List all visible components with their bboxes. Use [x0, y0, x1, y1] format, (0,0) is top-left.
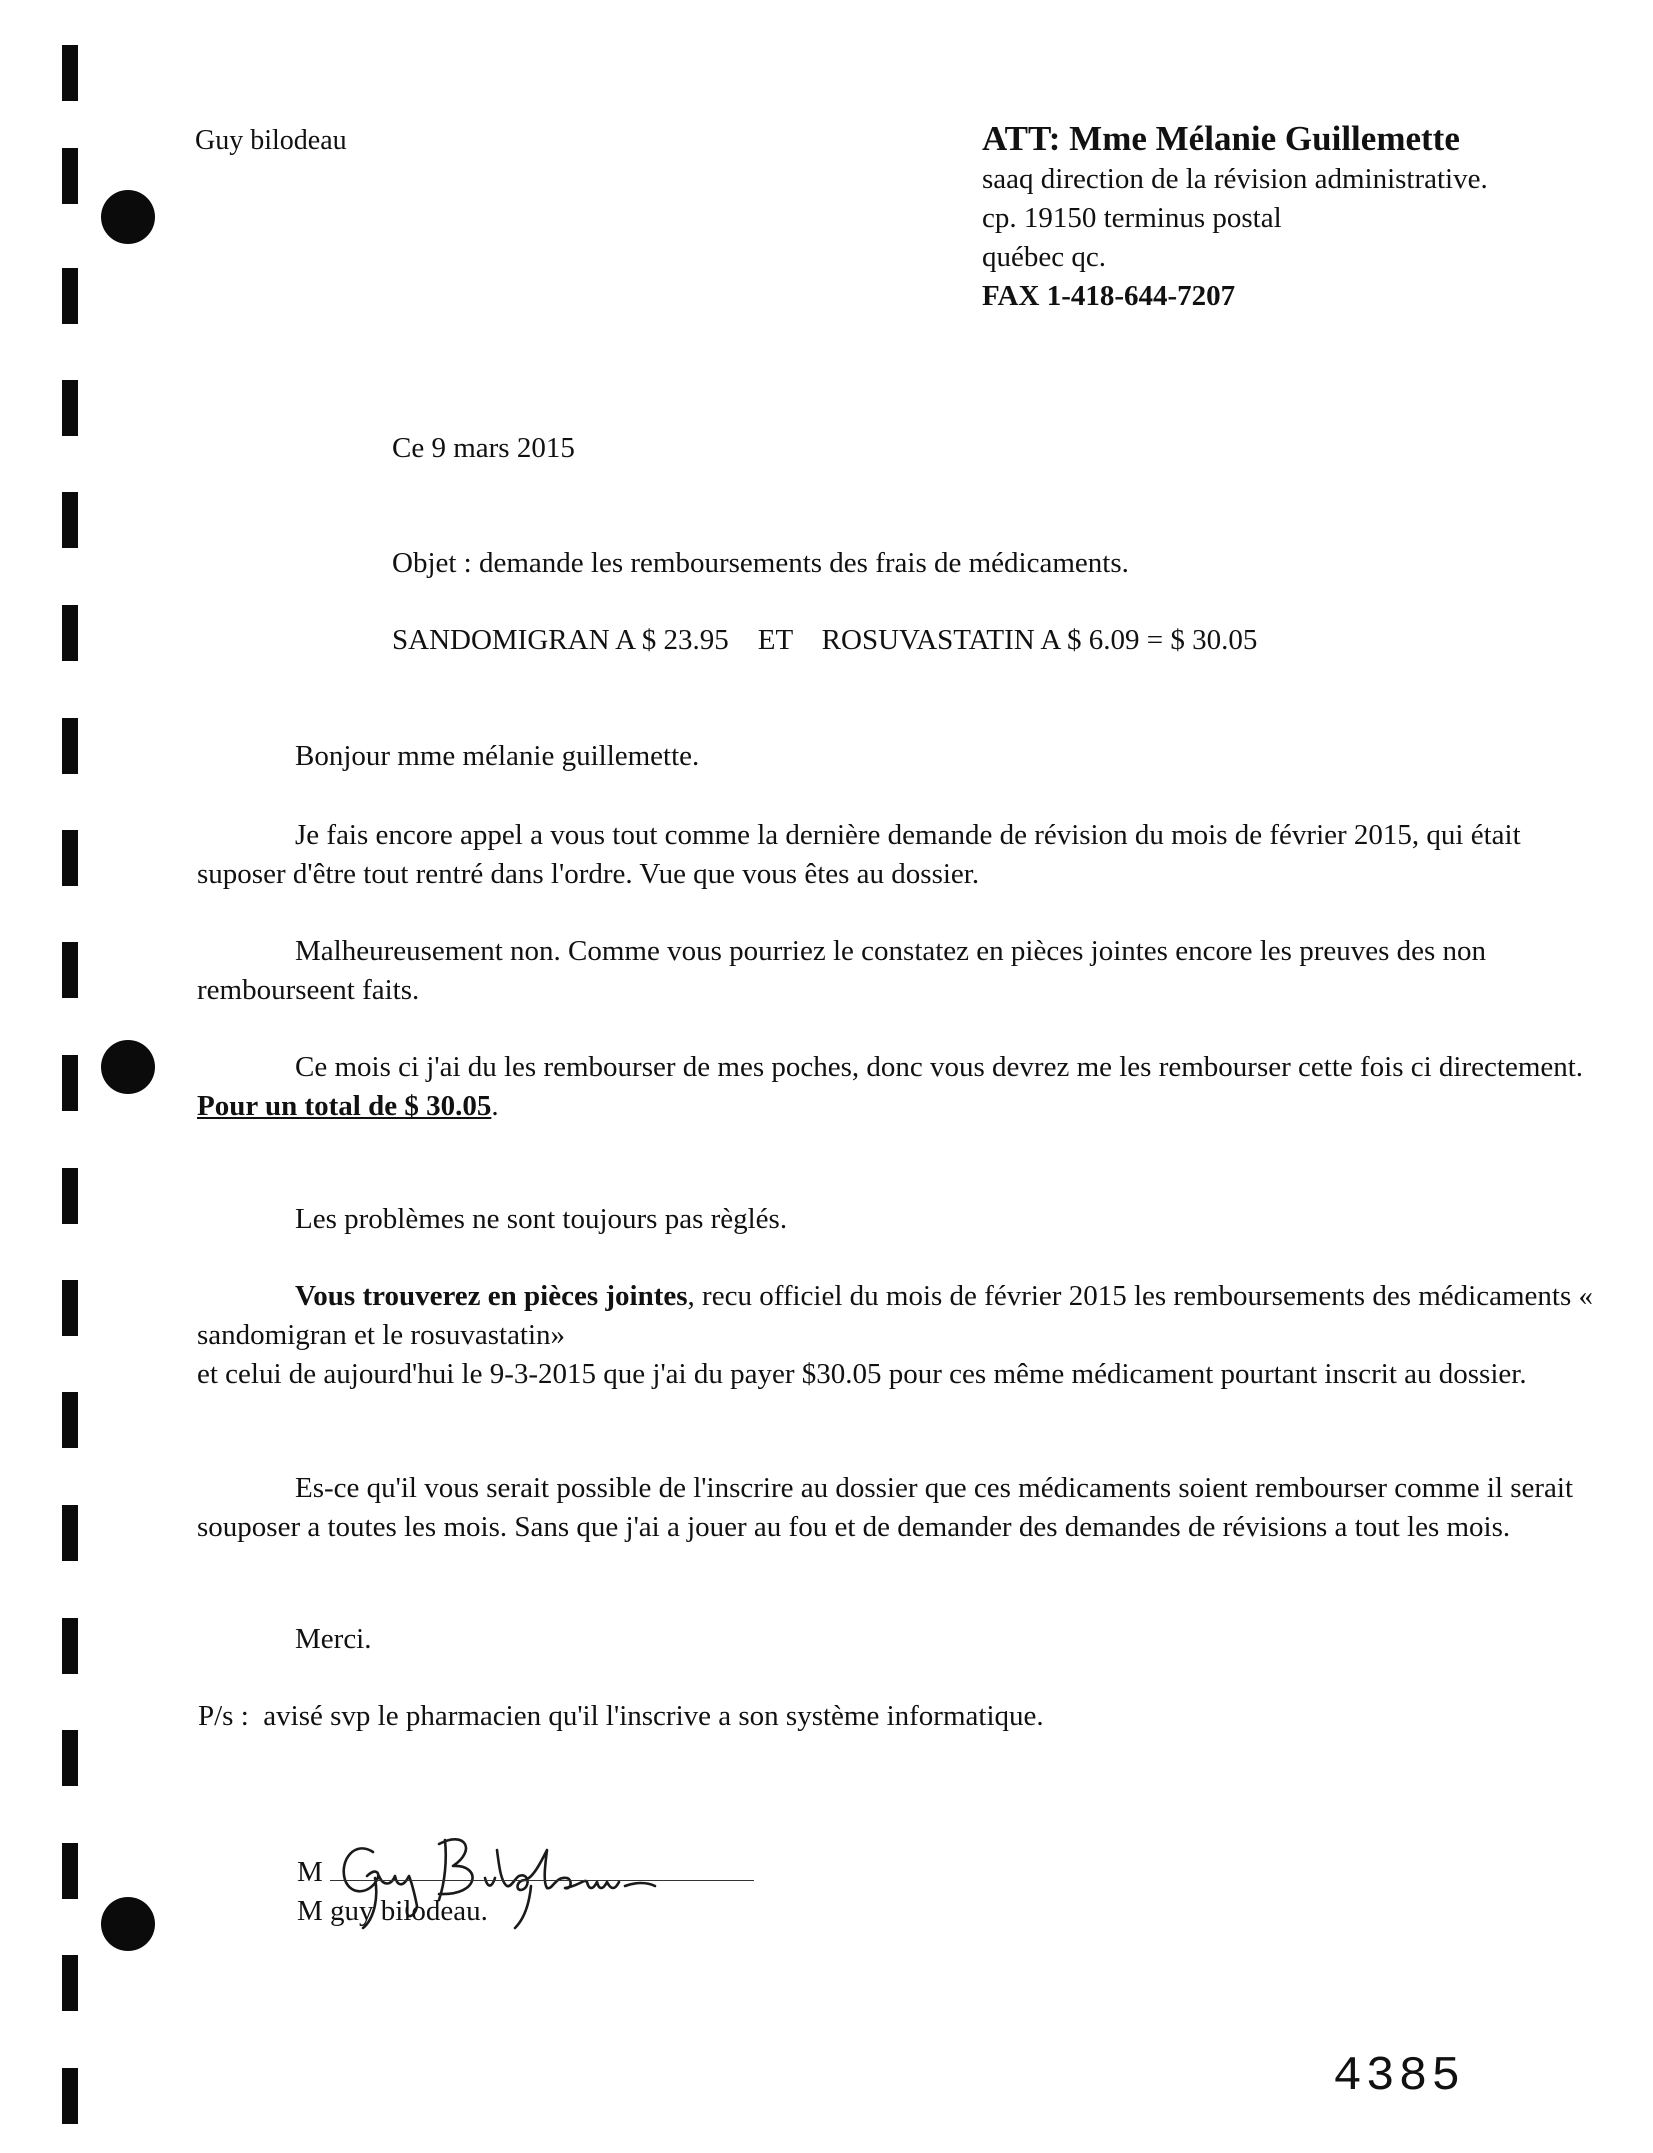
paragraph — [197, 1200, 1597, 1239]
margin-bar — [62, 492, 78, 548]
sender-name: Guy bilodeau — [195, 125, 347, 156]
recipient-line: cp. 19150 terminus postal — [982, 202, 1282, 234]
paragraph-text: Es-ce qu'il vous serait possible de l'inscrire au dossier que ces médicaments soient rembourser comme il serait souposer a toutes les mois. Sans que j'ai a jouer au fou et de demander des demandes de révisions a tout les mois. — [197, 1472, 1574, 1543]
paragraph — [197, 932, 1597, 1010]
margin-bar — [62, 148, 78, 204]
margin-bar — [62, 1280, 78, 1336]
recipient-line: québec qc. — [982, 241, 1106, 273]
margin-bar — [62, 1843, 78, 1899]
closing: Merci. — [295, 1623, 372, 1655]
margin-bar — [62, 380, 78, 436]
punch-hole — [101, 1040, 155, 1094]
signature-line — [330, 1880, 754, 1881]
margin-bar — [62, 268, 78, 324]
recipient-line: saaq direction de la révision administrative. — [982, 163, 1488, 195]
printed-name: M guy bilodeau. — [297, 1895, 488, 1927]
margin-bar — [62, 1618, 78, 1674]
margin-bar — [62, 1505, 78, 1561]
paragraph-text: Les problèmes ne sont toujours pas règlés. — [295, 1203, 788, 1235]
paragraph-text: Je fais encore appel a vous tout comme la dernière demande de révision du mois de février 2015, qui était suposer d'être tout rentré dans l'ordre. Vue que vous êtes au dossier. — [197, 819, 1521, 890]
recipient-att: ATT: Mme Mélanie Guillemette — [982, 119, 1460, 158]
page-number: 4385 — [1333, 2050, 1465, 2104]
paragraph — [197, 1469, 1597, 1547]
paragraph-text: et celui de aujourd'hui le 9-3-2015 que j'ai du payer $30.05 pour ces même médicament pourtant inscrit au dossier. — [197, 1358, 1527, 1390]
margin-bar — [62, 1730, 78, 1786]
punch-hole — [101, 1897, 155, 1951]
letter-date: Ce 9 mars 2015 — [392, 432, 575, 464]
punch-hole — [101, 190, 155, 244]
paragraph-text: Malheureusement non. Comme vous pourriez le constatez en pièces jointes encore les preuves des non rembourseent faits. — [197, 935, 1487, 1006]
total-amount: Pour un total de $ 30.05 — [197, 1090, 492, 1122]
subject-line: Objet : demande les remboursements des frais de médicaments. — [392, 547, 1129, 579]
postscript: P/s : avisé svp le pharmacien qu'il l'inscrive a son système informatique. — [198, 1700, 1044, 1732]
paragraph-text: . — [491, 1090, 499, 1122]
margin-bar — [62, 830, 78, 886]
margin-bar — [62, 942, 78, 998]
recipient-fax: FAX 1-418-644-7207 — [982, 280, 1236, 312]
margin-bar — [62, 718, 78, 774]
paragraph-text: , recu officiel du mois de février 2015 les remboursements des médicaments « sandomigran et le rosuvastatin» — [197, 1280, 1593, 1351]
margin-bar — [62, 1392, 78, 1448]
margin-bar — [62, 1168, 78, 1224]
attachments-note: Vous trouverez en pièces jointes — [295, 1280, 688, 1312]
margin-bar — [62, 605, 78, 661]
signature-prefix: M — [297, 1856, 323, 1888]
subject-items: SANDOMIGRAN A $ 23.95 ET ROSUVASTATIN A $ 6.09 = $ 30.05 — [392, 624, 1258, 656]
paragraph-text: Ce mois ci j'ai du les rembourser de mes poches, donc vous devrez me les rembourser cette fois ci directement. — [295, 1051, 1584, 1083]
paragraph — [197, 816, 1597, 894]
margin-bar — [62, 1955, 78, 2011]
margin-bar — [62, 45, 78, 101]
greeting: Bonjour mme mélanie guillemette. — [295, 740, 700, 772]
margin-bar — [62, 1055, 78, 1111]
paragraph — [197, 1277, 1597, 1394]
paragraph — [197, 1048, 1597, 1126]
margin-bar — [62, 2068, 78, 2124]
recipient-address — [982, 118, 1488, 316]
